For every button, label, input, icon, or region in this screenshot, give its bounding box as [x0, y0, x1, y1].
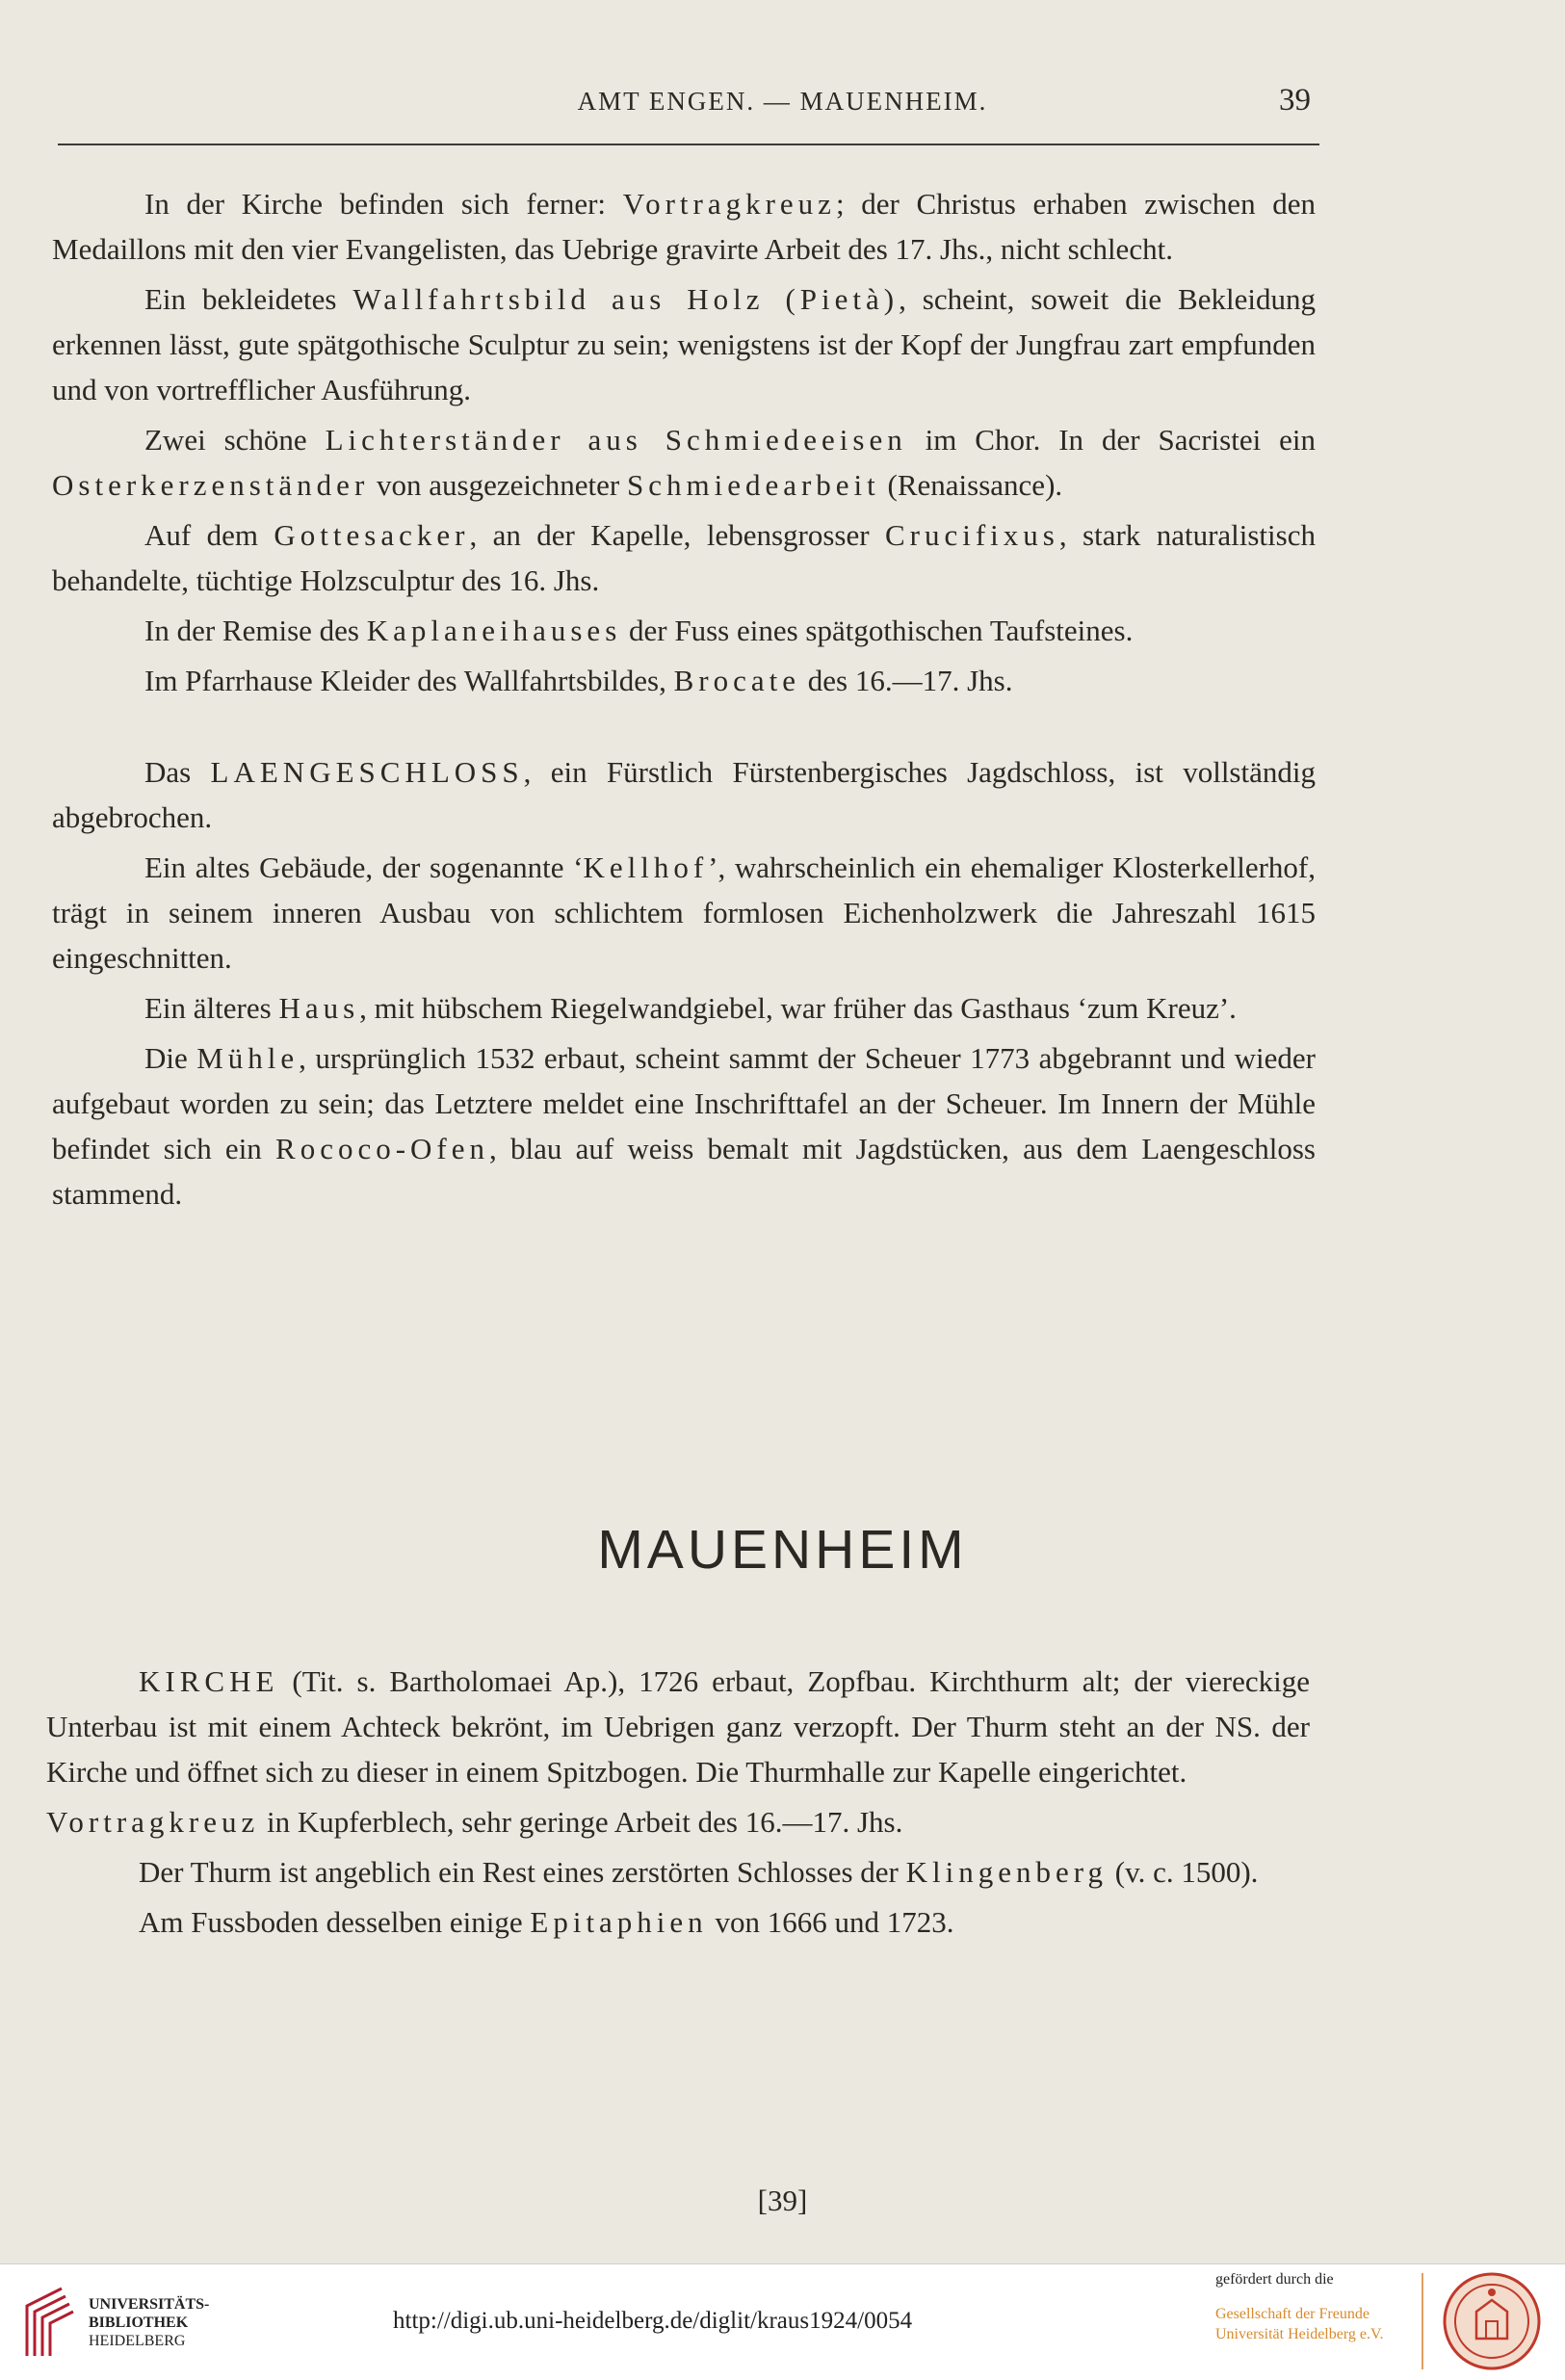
- text-run: (Tit. s. Bartholomaei Ap.), 1726 erbaut, Zopfbau. Kirchthurm alt; der viereckige Unterbau ist mit einem Achteck bekrönt, im Uebrigen ganz verzopft. Der Thurm steht an der NS. der Kirche und öffnet sich zu dieser in einem Spitzbogen. Die Thurmhalle zur Kapelle eingerichtet.: [46, 1664, 1310, 1789]
- body-text: [52, 181, 1316, 1221]
- text-run: , scheint, soweit die Bekleidung erkennen lässt, gute spätgothische Sculptur zu sein; wenigstens ist der Kopf der Jungfrau zart empfunden und von vortrefflicher Ausführung.: [52, 282, 1316, 406]
- spaced-term: Kaplaneihauses: [366, 614, 622, 647]
- society-name-line: Gesellschaft der Freunde: [1215, 2306, 1369, 2322]
- paragraph: [52, 417, 1316, 508]
- text-run: Der Thurm ist angeblich ein Rest eines zerstörten Schlosses der: [139, 1855, 906, 1889]
- text-run: der Fuss eines spätgothischen Taufsteines.: [621, 614, 1134, 647]
- paragraph: [52, 658, 1316, 703]
- text-run: in Kupferblech, sehr geringe Arbeit des 16.—17. Jhs.: [259, 1805, 903, 1839]
- text-run: ’, wahrscheinlich ein ehemaliger Klosterkellerhof, trägt in seinem inneren Ausbau von schlichtem formlosen Eichenholzwerk die Jahreszahl 1615 eingeschnitten.: [52, 850, 1316, 975]
- spaced-term: Crucifixus: [884, 518, 1059, 552]
- text-run: Die: [144, 1041, 197, 1075]
- spaced-term: Epitaphien: [530, 1905, 708, 1939]
- footer-divider: [1422, 2273, 1423, 2369]
- text-run: ; der Christus erhaben zwischen den Medaillons mit den vier Evangelisten, das Uebrige gravirte Arbeit des 17. Jhs., nicht schlecht.: [52, 187, 1316, 266]
- library-name-line: HEIDELBERG: [89, 2333, 186, 2349]
- page-number: 39: [1279, 83, 1311, 118]
- paragraph: [52, 276, 1316, 412]
- spaced-term: Rococo-Ofen: [275, 1132, 490, 1165]
- permalink-link[interactable]: http://digi.ub.uni-heidelberg.de/diglit/kraus1924/0054: [393, 2308, 913, 2334]
- text-run: , mit hübschem Riegelwandgiebel, war früher das Gasthaus ‘zum Kreuz’.: [359, 991, 1237, 1025]
- paragraph: [46, 1659, 1310, 1794]
- section-title: MAUENHEIM: [597, 1519, 968, 1581]
- text-run: , ein Fürstlich Fürstenbergisches Jagdschloss, ist vollständig abgebrochen.: [52, 755, 1316, 834]
- text-run: im Chor. In der Sacristei ein: [906, 423, 1316, 457]
- paragraph: [52, 845, 1316, 981]
- funded-by-label: gefördert durch die: [1215, 2271, 1334, 2288]
- paragraph: [52, 985, 1316, 1031]
- spaced-term: Gottesacker: [274, 518, 470, 552]
- text-run: Auf dem: [144, 518, 274, 552]
- paragraph: [46, 1899, 1310, 1945]
- spaced-term: Lichterständer aus Schmiedeeisen: [325, 423, 907, 457]
- text-run: (Renaissance).: [879, 468, 1063, 502]
- library-name-line: BIBLIOTHEK: [89, 2315, 189, 2331]
- paragraph: [52, 749, 1316, 840]
- running-head: AMT ENGEN. — MAUENHEIM.: [577, 87, 988, 116]
- spaced-term: Vortragkreuz: [46, 1805, 260, 1839]
- text-run: Das: [144, 755, 211, 789]
- text-run: (v. c. 1500).: [1108, 1855, 1259, 1889]
- text-run: In der Kirche befinden sich ferner:: [144, 187, 623, 221]
- spaced-term: Kellhof: [583, 850, 709, 884]
- text-run: Ein älteres: [144, 991, 279, 1025]
- spaced-term: KIRCHE: [139, 1664, 279, 1698]
- text-run: Ein bekleidetes: [144, 282, 353, 316]
- spaced-term: LAENGESCHLOSS: [210, 755, 524, 789]
- paragraph: [52, 181, 1316, 272]
- text-run: des 16.—17. Jhs.: [800, 664, 1013, 697]
- society-name-line: Universität Heidelberg e.V.: [1215, 2326, 1384, 2342]
- text-run: Ein altes Gebäude, der sogenannte ‘: [144, 850, 584, 884]
- body-text-mauenheim: [46, 1659, 1310, 1949]
- library-name-line: UNIVERSITÄTS-: [89, 2296, 210, 2313]
- text-run: von ausgezeichneter: [369, 468, 627, 502]
- spaced-term: Wallfahrtsbild aus Holz (Pietà): [352, 282, 900, 316]
- spaced-term: Mühle: [196, 1041, 300, 1075]
- paragraph: [52, 512, 1316, 603]
- spaced-term: Osterkerzenständer: [52, 468, 370, 502]
- paragraph: [46, 1849, 1310, 1895]
- text-run: von 1666 und 1723.: [707, 1905, 954, 1939]
- spaced-term: Schmiedearbeit: [626, 468, 880, 502]
- spaced-term: Vortragkreuz: [622, 187, 836, 221]
- university-seal-icon: [1442, 2271, 1542, 2371]
- spaced-term: Haus: [278, 991, 360, 1025]
- text-run: Im Pfarrhause Kleider des Wallfahrtsbildes,: [144, 664, 674, 697]
- text-run: , ursprünglich 1532 erbaut, scheint sammt der Scheuer 1773 abgebrannt und wieder aufgebaut worden zu sein; das Letztere meldet eine Inschrifttafel an der Scheuer. Im Innern der Mühle befindet sich ein: [52, 1041, 1316, 1165]
- paragraph: [46, 1799, 1310, 1844]
- spaced-term: Brocate: [673, 664, 800, 697]
- spaced-term: Klingenberg: [905, 1855, 1109, 1889]
- library-logo-icon: [19, 2285, 77, 2360]
- text-run: , an der Kapelle, lebensgrosser: [469, 518, 885, 552]
- text-run: , blau auf weiss bemalt mit Jagdstücken, aus dem Laengeschloss stammend.: [52, 1132, 1316, 1211]
- text-run: , stark naturalistisch behandelte, tüchtige Holzsculptur des 16. Jhs.: [52, 518, 1316, 597]
- header-rule: [58, 144, 1319, 145]
- text-run: In der Remise des: [144, 614, 367, 647]
- text-run: Zwei schöne: [144, 423, 326, 457]
- society-name: [1215, 2304, 1383, 2344]
- paragraph: [52, 1035, 1316, 1216]
- page-marker: [39]: [757, 2184, 808, 2217]
- paragraph: [52, 608, 1316, 653]
- text-run: Am Fussboden desselben einige: [139, 1905, 531, 1939]
- library-name: [89, 2295, 209, 2350]
